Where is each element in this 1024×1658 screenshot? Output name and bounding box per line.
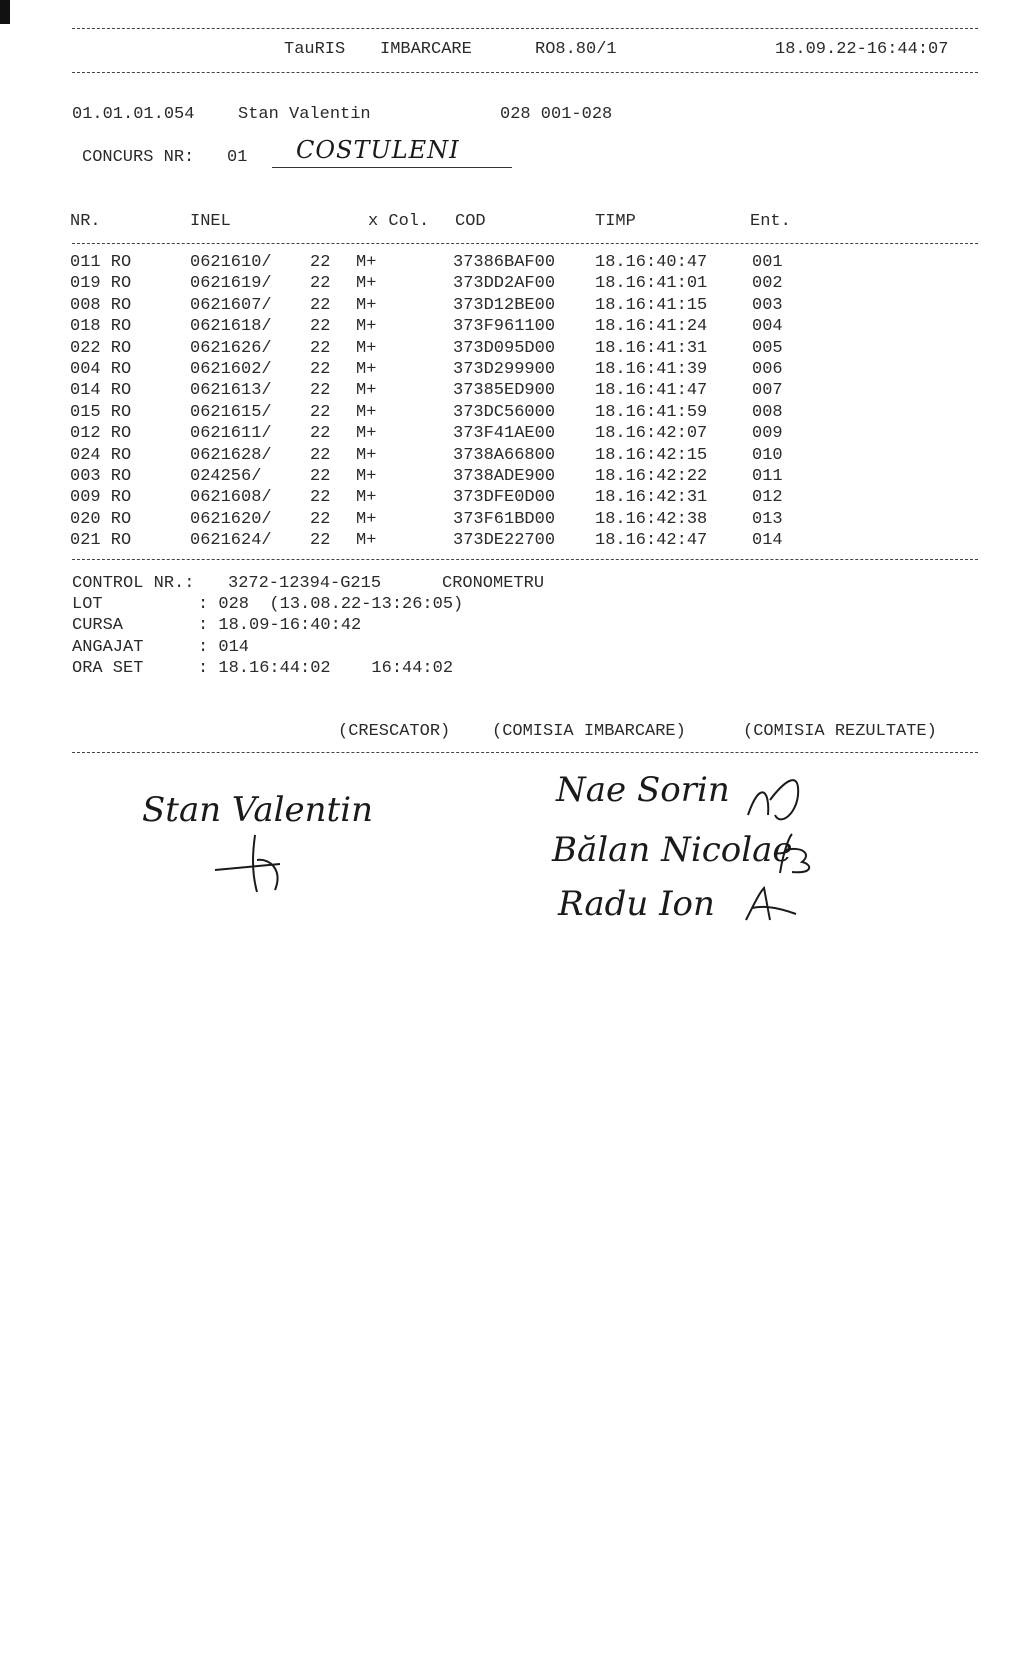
table-header-rule	[72, 243, 978, 244]
cell-yr: 22	[310, 381, 331, 401]
cell-nr: 008 RO	[70, 295, 132, 315]
breeder-name: Stan Valentin	[238, 105, 371, 124]
cell-yr: 22	[310, 317, 331, 337]
cell-nr: 003 RO	[70, 467, 132, 486]
cell-nr: 014 RO	[70, 381, 132, 401]
module-name: IMBARCARE	[380, 40, 472, 59]
print-datetime: 18.09.22-16:44:07	[775, 40, 949, 59]
cell-ent: 004	[752, 317, 783, 337]
cell-yr: 22	[310, 424, 331, 444]
contest-number: 01	[227, 148, 248, 167]
signature-mark-2-icon	[772, 828, 822, 878]
cell-nr: 018 RO	[70, 317, 132, 337]
cell-timp: 18.16:41:39	[595, 360, 708, 379]
cell-ent: 012	[752, 488, 783, 508]
table-row	[0, 467, 1024, 487]
cell-col: M+	[356, 274, 377, 294]
cell-cod: 373DC56000	[453, 402, 556, 422]
control-value: 3272-12394-G215	[228, 574, 382, 593]
cell-col: M+	[356, 467, 377, 486]
cell-ent: 011	[752, 467, 783, 486]
cell-timp: 18.16:42:38	[595, 509, 708, 529]
table-row	[0, 317, 1024, 337]
cell-timp: 18.16:41:24	[595, 317, 708, 337]
cell-inel: 0621620/	[190, 509, 272, 529]
col-header-ent: Ent.	[750, 212, 791, 231]
page-edge-mark	[0, 0, 10, 24]
cell-inel: 024256/	[190, 467, 262, 486]
cell-ent: 005	[752, 338, 783, 358]
version: RO8.80/1	[535, 40, 617, 59]
cell-col: M+	[356, 317, 377, 337]
comisia-imbarcare-label: (COMISIA IMBARCARE)	[492, 722, 686, 741]
cell-col: M+	[356, 295, 377, 315]
angajat-label: ANGAJAT	[72, 638, 144, 657]
breeder-count: 028 001-028	[500, 105, 613, 124]
cell-yr: 22	[310, 338, 331, 358]
cell-timp: 18.16:41:59	[595, 402, 708, 422]
cell-yr: 22	[310, 445, 331, 465]
cell-ent: 007	[752, 381, 783, 401]
commission-member-2: Bălan Nicolae	[552, 830, 793, 870]
signature-mark-1-icon	[740, 760, 810, 830]
cell-timp: 18.16:41:47	[595, 381, 708, 401]
cell-timp: 18.16:40:47	[595, 253, 708, 272]
cell-timp: 18.16:42:15	[595, 445, 708, 465]
cell-cod: 37385ED900	[453, 381, 556, 401]
cell-ent: 006	[752, 360, 783, 379]
cell-timp: 18.16:42:31	[595, 488, 708, 508]
crescator-label: (CRESCATOR)	[338, 722, 451, 741]
cell-col: M+	[356, 402, 377, 422]
cell-ent: 008	[752, 402, 783, 422]
cell-cod: 373F41AE00	[453, 424, 556, 444]
cell-nr: 012 RO	[70, 424, 132, 444]
cell-cod: 373D299900	[453, 360, 556, 379]
cell-timp: 18.16:41:31	[595, 338, 708, 358]
cell-yr: 22	[310, 295, 331, 315]
cell-inel: 0621611/	[190, 424, 272, 444]
ora-set-label: ORA SET	[72, 659, 144, 678]
cell-inel: 0621619/	[190, 274, 272, 294]
cell-inel: 0621602/	[190, 360, 272, 379]
col-header-timp: TIMP	[595, 212, 636, 231]
cursa-label: CURSA	[72, 616, 124, 635]
lot-label: LOT	[72, 595, 103, 614]
control-label: CONTROL NR.:	[72, 574, 195, 593]
angajat-value: : 014	[198, 638, 250, 657]
cell-cod: 373DD2AF00	[453, 274, 556, 294]
cell-col: M+	[356, 360, 377, 379]
table-row	[0, 360, 1024, 380]
cell-cod: 37386BAF00	[453, 253, 556, 272]
table-row	[0, 296, 1024, 316]
table-row	[0, 488, 1024, 508]
system-name: TauRIS	[284, 40, 346, 59]
cell-col: M+	[356, 381, 377, 401]
lot-value: : 028 (13.08.22-13:26:05)	[198, 595, 464, 614]
comisia-rezultate-label: (COMISIA REZULTATE)	[743, 722, 937, 741]
commission-member-3: Radu Ion	[558, 884, 715, 924]
cell-nr: 020 RO	[70, 509, 132, 529]
signature-mark-3-icon	[740, 884, 800, 924]
cell-nr: 015 RO	[70, 402, 132, 422]
col-header-col: x Col.	[368, 212, 430, 231]
table-row	[0, 339, 1024, 359]
table-bottom-rule	[72, 559, 978, 560]
ora-set-value: : 18.16:44:02 16:44:02	[198, 659, 454, 678]
cell-yr: 22	[310, 274, 331, 294]
top-rule	[72, 28, 978, 29]
cell-cod: 373D12BE00	[453, 295, 556, 315]
cell-ent: 003	[752, 295, 783, 315]
cell-nr: 009 RO	[70, 488, 132, 508]
cell-col: M+	[356, 445, 377, 465]
cell-ent: 010	[752, 445, 783, 465]
cell-inel: 0621610/	[190, 253, 272, 272]
cell-yr: 22	[310, 253, 331, 272]
col-header-nr: NR.	[70, 212, 101, 231]
cell-cod: 373D095D00	[453, 338, 556, 358]
cell-yr: 22	[310, 360, 331, 379]
cell-nr: 021 RO	[70, 531, 132, 551]
cell-col: M+	[356, 488, 377, 508]
contest-underline	[272, 167, 512, 168]
cell-cod: 373F961100	[453, 317, 556, 337]
table-row	[0, 274, 1024, 294]
cell-yr: 22	[310, 467, 331, 486]
cell-col: M+	[356, 531, 377, 551]
cell-cod: 373F61BD00	[453, 509, 556, 529]
cell-inel: 0621618/	[190, 317, 272, 337]
cell-timp: 18.16:42:22	[595, 467, 708, 486]
table-row	[0, 381, 1024, 401]
cell-nr: 011 RO	[70, 253, 132, 272]
cell-inel: 0621613/	[190, 381, 272, 401]
contest-label: CONCURS NR:	[82, 148, 195, 167]
table-row	[0, 531, 1024, 551]
cell-cod: 373DE22700	[453, 531, 556, 551]
cell-inel: 0621628/	[190, 445, 272, 465]
cell-col: M+	[356, 338, 377, 358]
table-row	[0, 403, 1024, 423]
cell-ent: 002	[752, 274, 783, 294]
cell-yr: 22	[310, 531, 331, 551]
col-header-inel: INEL	[190, 212, 231, 231]
cell-timp: 18.16:42:47	[595, 531, 708, 551]
breeder-handwritten-name: Stan Valentin	[142, 790, 373, 830]
cell-nr: 022 RO	[70, 338, 132, 358]
table-row	[0, 253, 1024, 273]
table-row	[0, 446, 1024, 466]
cell-yr: 22	[310, 402, 331, 422]
cell-yr: 22	[310, 509, 331, 529]
cell-timp: 18.16:42:07	[595, 424, 708, 444]
cell-nr: 004 RO	[70, 360, 132, 379]
cell-ent: 009	[752, 424, 783, 444]
cell-col: M+	[356, 509, 377, 529]
table-row	[0, 424, 1024, 444]
cell-inel: 0621615/	[190, 402, 272, 422]
cell-col: M+	[356, 424, 377, 444]
contest-location-handwritten: COSTULENI	[296, 136, 460, 164]
signature-rule	[72, 752, 978, 753]
cell-ent: 014	[752, 531, 783, 551]
cell-cod: 3738ADE900	[453, 467, 556, 486]
cell-timp: 18.16:41:15	[595, 295, 708, 315]
cursa-value: : 18.09-16:40:42	[198, 616, 362, 635]
cell-inel: 0621624/	[190, 531, 272, 551]
breeder-signature-icon	[205, 830, 295, 900]
cell-yr: 22	[310, 488, 331, 508]
cell-timp: 18.16:41:01	[595, 274, 708, 294]
control-type: CRONOMETRU	[442, 574, 545, 593]
commission-member-1: Nae Sorin	[556, 770, 730, 810]
breeder-code: 01.01.01.054	[72, 105, 195, 124]
cell-inel: 0621607/	[190, 295, 272, 315]
cell-ent: 001	[752, 253, 783, 272]
cell-ent: 013	[752, 509, 783, 529]
cell-cod: 3738A66800	[453, 445, 556, 465]
cell-cod: 373DFE0D00	[453, 488, 556, 508]
cell-inel: 0621608/	[190, 488, 272, 508]
cell-nr: 019 RO	[70, 274, 132, 294]
table-row	[0, 510, 1024, 530]
cell-inel: 0621626/	[190, 338, 272, 358]
cell-col: M+	[356, 253, 377, 272]
header-rule	[72, 72, 978, 73]
cell-nr: 024 RO	[70, 445, 132, 465]
col-header-cod: COD	[455, 212, 486, 231]
